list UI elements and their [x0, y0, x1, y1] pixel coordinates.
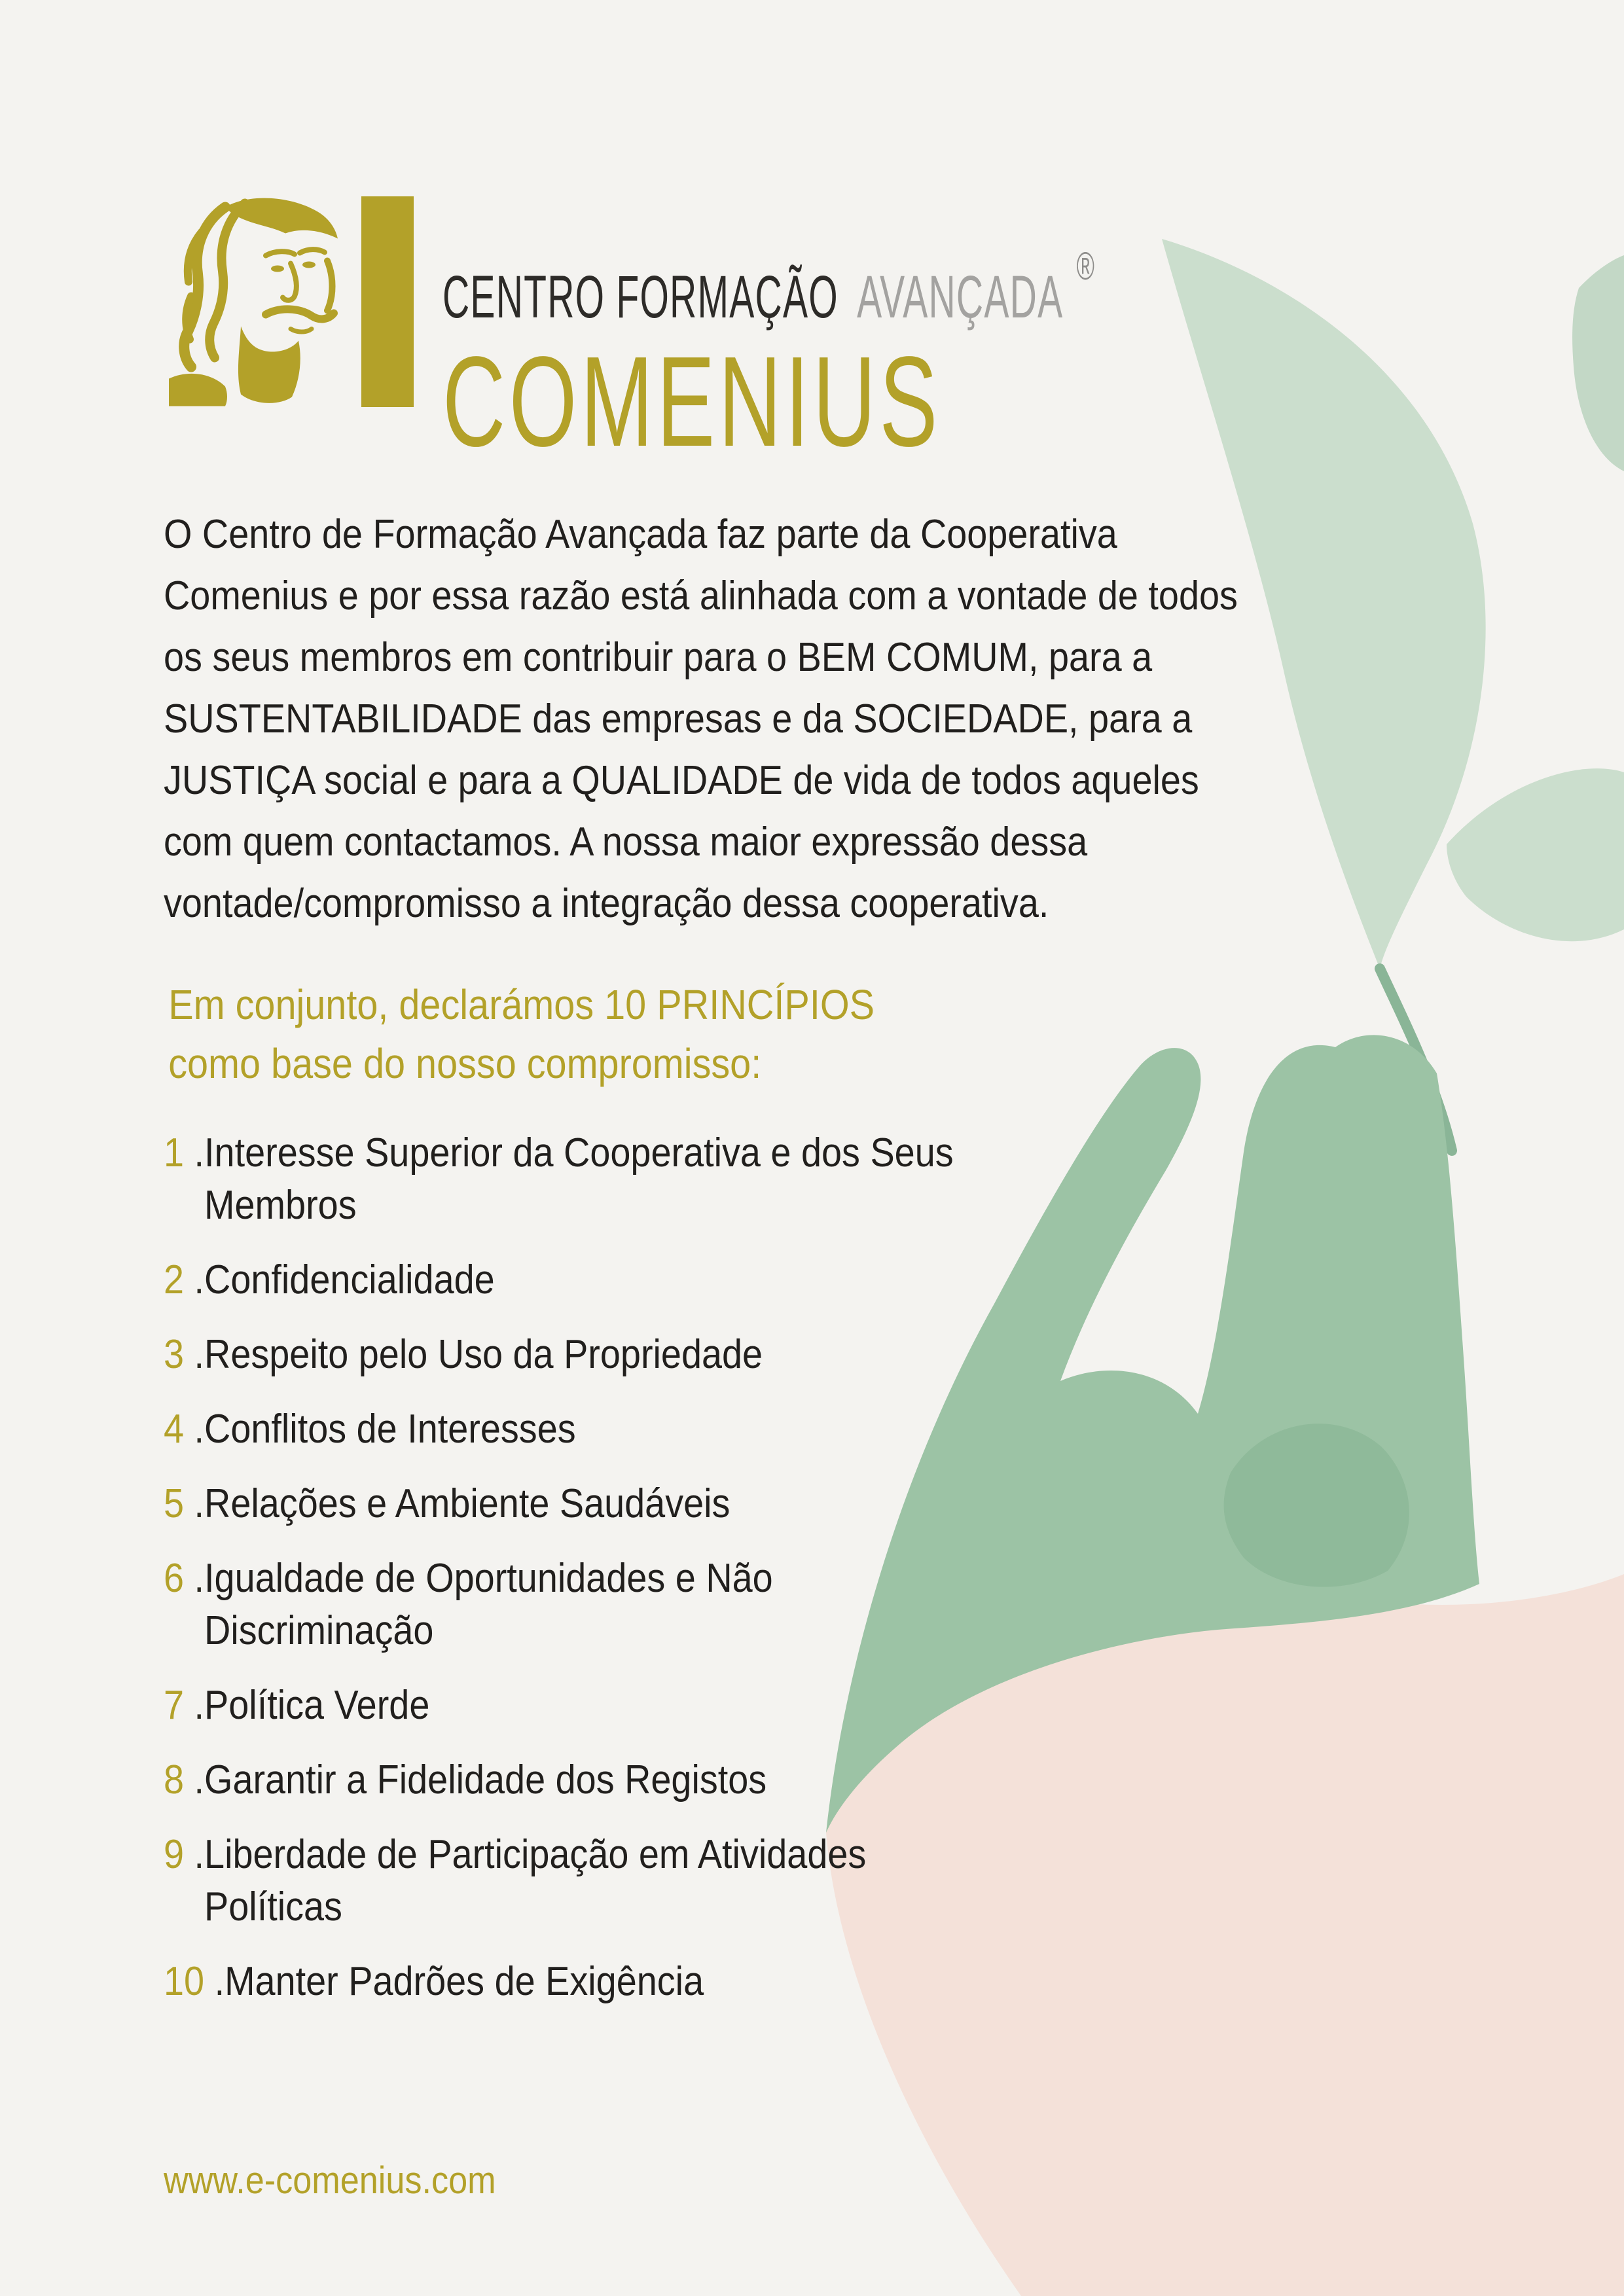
principle-item [164, 1956, 1519, 2008]
logo-divider-bar [361, 196, 414, 407]
principle-text: Confidencialidade [204, 1257, 495, 1302]
principle-number: 2 [164, 1257, 185, 1302]
declaration-line-1: Em conjunto, declarámos 10 PRINCÍPIOS [168, 981, 875, 1028]
principle-text: Interesse Superior da Cooperativa e dos Seus Membros [204, 1130, 954, 1228]
principle-number: 1 [164, 1130, 185, 1175]
principle-item [164, 1478, 1519, 1530]
principle-number: 8 [164, 1757, 185, 1803]
registered-trademark-icon: ® [1076, 244, 1096, 288]
principle-item [164, 1552, 1519, 1657]
principle-item [164, 1754, 1519, 1806]
principle-text: Igualdade de Oportunidades e Não Discriminação [204, 1556, 773, 1653]
principle-text: Garantir a Fidelidade dos Registos [204, 1757, 767, 1803]
intro-line: SUSTENTABILIDADE das empresas e da SOCIEDADE, para a [164, 696, 1193, 742]
intro-line: vontade/compromisso a integração dessa cooperativa. [164, 881, 1049, 926]
principles-list [164, 1127, 1519, 2008]
principle-text: Política Verde [204, 1683, 430, 1728]
logo-brand-name: COMENIUS [442, 330, 941, 473]
principle-separator: . [184, 1556, 205, 1601]
principle-separator: . [184, 1257, 205, 1302]
logo-text [442, 196, 1495, 475]
declaration-line-2: como base do nosso compromisso: [168, 1040, 762, 1087]
principle-separator: . [204, 1959, 225, 2004]
principle-separator: . [184, 1757, 205, 1803]
principle-text: Liberdade de Participação em Atividades Políticas [204, 1832, 867, 1929]
principle-number: 7 [164, 1683, 185, 1728]
principle-number: 5 [164, 1481, 185, 1526]
principle-number: 10 [164, 1959, 205, 2004]
logo [162, 196, 1495, 473]
principle-separator: . [184, 1832, 205, 1877]
principle-item [164, 1127, 1519, 1232]
leaf-top-right-icon [1572, 255, 1624, 471]
principle-text: Conflitos de Interesses [204, 1407, 576, 1452]
logo-subtitle-secondary: AVANÇADA [857, 264, 1062, 331]
principle-number: 4 [164, 1407, 185, 1452]
intro-paragraph [164, 504, 1519, 935]
principle-separator: . [184, 1130, 205, 1175]
main-content [164, 504, 1519, 2296]
website-link[interactable]: www.e-comenius.com [164, 2159, 496, 2202]
intro-line: O Centro de Formação Avançada faz parte da Cooperativa [164, 512, 1117, 557]
principle-number: 6 [164, 1556, 185, 1601]
principle-text: Respeito pelo Uso da Propriedade [204, 1332, 763, 1377]
principle-text: Relações e Ambiente Saudáveis [204, 1481, 731, 1526]
principle-separator: . [184, 1332, 205, 1377]
principle-item [164, 1403, 1519, 1456]
declaration-heading [164, 975, 1519, 1093]
principle-item [164, 1329, 1519, 1381]
principle-number: 3 [164, 1332, 185, 1377]
principle-item [164, 1254, 1519, 1306]
comenius-portrait-icon [162, 196, 359, 409]
principle-separator: . [184, 1407, 205, 1452]
intro-line: os seus membros em contribuir para o BEM COMUM, para a [164, 635, 1153, 680]
principle-number: 9 [164, 1832, 185, 1877]
principle-item [164, 1829, 1519, 1933]
intro-line: JUSTIÇA social e para a QUALIDADE de vida de todos aqueles [164, 758, 1199, 803]
principle-separator: . [184, 1481, 205, 1526]
intro-line: com quem contactamos. A nossa maior expressão dessa [164, 819, 1088, 865]
principle-item [164, 1679, 1519, 1732]
logo-subtitle-primary: CENTRO FORMAÇÃO [442, 264, 839, 331]
intro-line: Comenius e por essa razão está alinhada com a vontade de todos [164, 573, 1238, 619]
principle-text: Manter Padrões de Exigência [225, 1959, 704, 2004]
logo-subtitle [442, 243, 1095, 332]
principle-separator: . [184, 1683, 205, 1728]
